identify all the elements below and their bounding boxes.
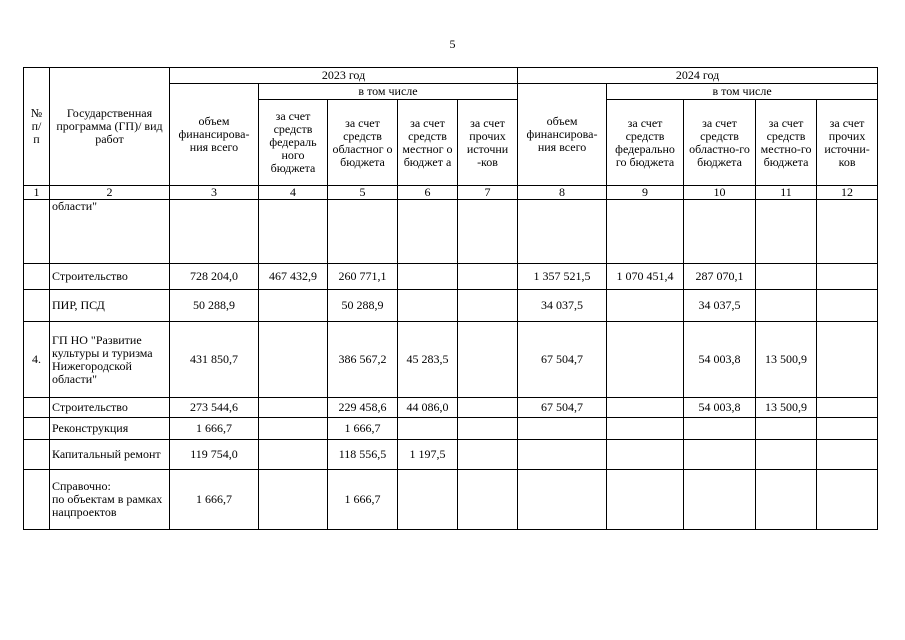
financing-table	[23, 67, 878, 530]
row-number: 4.	[24, 322, 50, 398]
cell-c5	[328, 200, 398, 264]
cell-c6: 1 197,5	[398, 440, 458, 470]
cell-c5: 118 556,5	[328, 440, 398, 470]
row-name: Строительство	[50, 398, 170, 418]
cell-c9	[607, 418, 684, 440]
column-number: 11	[756, 186, 817, 200]
header-year-2023: 2023 год	[170, 68, 518, 84]
cell-c12	[817, 290, 878, 322]
cell-c4: 467 432,9	[259, 264, 328, 290]
cell-c8: 34 037,5	[518, 290, 607, 322]
header-2023-other: за счет прочих источни -ков	[458, 100, 518, 186]
cell-c7	[458, 440, 518, 470]
cell-c4	[259, 322, 328, 398]
cell-c4	[259, 470, 328, 530]
column-number: 1	[24, 186, 50, 200]
row-name: области"	[50, 200, 170, 264]
cell-c3: 1 666,7	[170, 418, 259, 440]
cell-c4	[259, 418, 328, 440]
cell-c6: 45 283,5	[398, 322, 458, 398]
cell-c11	[756, 440, 817, 470]
column-number: 6	[398, 186, 458, 200]
row-name: Капитальный ремонт	[50, 440, 170, 470]
table-row	[24, 264, 878, 290]
cell-c8: 1 357 521,5	[518, 264, 607, 290]
cell-c7	[458, 290, 518, 322]
cell-c12	[817, 470, 878, 530]
cell-c7	[458, 398, 518, 418]
cell-c10	[684, 470, 756, 530]
cell-c3: 1 666,7	[170, 470, 259, 530]
cell-c9	[607, 440, 684, 470]
cell-c10: 54 003,8	[684, 398, 756, 418]
cell-c9	[607, 322, 684, 398]
cell-c9	[607, 470, 684, 530]
cell-c5: 1 666,7	[328, 418, 398, 440]
row-name: Строительство	[50, 264, 170, 290]
cell-c11	[756, 200, 817, 264]
table-row	[24, 290, 878, 322]
table-row	[24, 398, 878, 418]
cell-c12	[817, 418, 878, 440]
cell-c12	[817, 200, 878, 264]
cell-c4	[259, 290, 328, 322]
cell-c9	[607, 200, 684, 264]
cell-c3: 728 204,0	[170, 264, 259, 290]
cell-c12	[817, 322, 878, 398]
header-2023-total: объем финансирова-ния всего	[170, 84, 259, 186]
cell-c7	[458, 470, 518, 530]
cell-c3: 50 288,9	[170, 290, 259, 322]
cell-c12	[817, 264, 878, 290]
column-number: 12	[817, 186, 878, 200]
cell-c12	[817, 398, 878, 418]
row-number	[24, 440, 50, 470]
header-2024-federal: за счет средств федерально го бюджета	[607, 100, 684, 186]
cell-c6	[398, 200, 458, 264]
cell-c4	[259, 440, 328, 470]
column-number: 5	[328, 186, 398, 200]
page-number: 5	[449, 37, 456, 51]
cell-c8	[518, 470, 607, 530]
cell-c9: 1 070 451,4	[607, 264, 684, 290]
cell-c8	[518, 418, 607, 440]
header-2024-other: за счет прочих источни-ков	[817, 100, 878, 186]
cell-c11	[756, 290, 817, 322]
cell-c7	[458, 200, 518, 264]
column-number: 2	[50, 186, 170, 200]
column-number: 3	[170, 186, 259, 200]
header-2023-in-that-number: в том числе	[259, 84, 518, 100]
cell-c6	[398, 290, 458, 322]
cell-c11	[756, 470, 817, 530]
cell-c4	[259, 398, 328, 418]
cell-c10: 287 070,1	[684, 264, 756, 290]
cell-c5: 386 567,2	[328, 322, 398, 398]
header-2024-local: за счет средств местно-го бюджета	[756, 100, 817, 186]
cell-c6	[398, 418, 458, 440]
cell-c3: 273 544,6	[170, 398, 259, 418]
cell-c5: 260 771,1	[328, 264, 398, 290]
header-2023-federal: за счет средств федераль ного бюджета	[259, 100, 328, 186]
header-program: Государственная программа (ГП)/ вид работ	[50, 68, 170, 186]
row-name: Реконструкция	[50, 418, 170, 440]
row-name: Справочно: по объектам в рамках нацпроектов	[50, 470, 170, 530]
cell-c11: 13 500,9	[756, 322, 817, 398]
row-name: ГП НО "Развитие культуры и туризма Нижегородской области"	[50, 322, 170, 398]
table-row	[24, 200, 878, 264]
column-number-row	[24, 186, 878, 200]
cell-c8: 67 504,7	[518, 322, 607, 398]
cell-c5: 1 666,7	[328, 470, 398, 530]
cell-c10	[684, 418, 756, 440]
header-2024-in-that-number: в том числе	[607, 84, 878, 100]
cell-c10	[684, 200, 756, 264]
header-2023-regional: за счет средств областног о бюджета	[328, 100, 398, 186]
header-2024-regional: за счет средств областно-го бюджета	[684, 100, 756, 186]
cell-c9	[607, 290, 684, 322]
cell-c5: 50 288,9	[328, 290, 398, 322]
cell-c10: 54 003,8	[684, 322, 756, 398]
cell-c7	[458, 264, 518, 290]
header-2024-total: объем финансирова-ния всего	[518, 84, 607, 186]
row-number	[24, 398, 50, 418]
column-number: 4	[259, 186, 328, 200]
row-number	[24, 200, 50, 264]
row-number	[24, 470, 50, 530]
cell-c3	[170, 200, 259, 264]
header-num: № п/ п	[24, 68, 50, 186]
header-2023-local: за счет средств местног о бюджет а	[398, 100, 458, 186]
cell-c6	[398, 264, 458, 290]
cell-c11	[756, 418, 817, 440]
column-number: 7	[458, 186, 518, 200]
table-row	[24, 322, 878, 398]
cell-c6	[398, 470, 458, 530]
cell-c10	[684, 440, 756, 470]
row-name: ПИР, ПСД	[50, 290, 170, 322]
cell-c11	[756, 264, 817, 290]
header-year-2024: 2024 год	[518, 68, 878, 84]
table-row	[24, 470, 878, 530]
cell-c8: 67 504,7	[518, 398, 607, 418]
cell-c4	[259, 200, 328, 264]
cell-c8	[518, 440, 607, 470]
cell-c12	[817, 440, 878, 470]
cell-c3: 431 850,7	[170, 322, 259, 398]
cell-c3: 119 754,0	[170, 440, 259, 470]
column-number: 10	[684, 186, 756, 200]
table-row	[24, 418, 878, 440]
cell-c9	[607, 398, 684, 418]
row-number	[24, 418, 50, 440]
row-number	[24, 290, 50, 322]
cell-c10: 34 037,5	[684, 290, 756, 322]
cell-c7	[458, 418, 518, 440]
cell-c6: 44 086,0	[398, 398, 458, 418]
column-number: 9	[607, 186, 684, 200]
cell-c8	[518, 200, 607, 264]
cell-c7	[458, 322, 518, 398]
cell-c11: 13 500,9	[756, 398, 817, 418]
cell-c5: 229 458,6	[328, 398, 398, 418]
table-row	[24, 440, 878, 470]
row-number	[24, 264, 50, 290]
column-number: 8	[518, 186, 607, 200]
